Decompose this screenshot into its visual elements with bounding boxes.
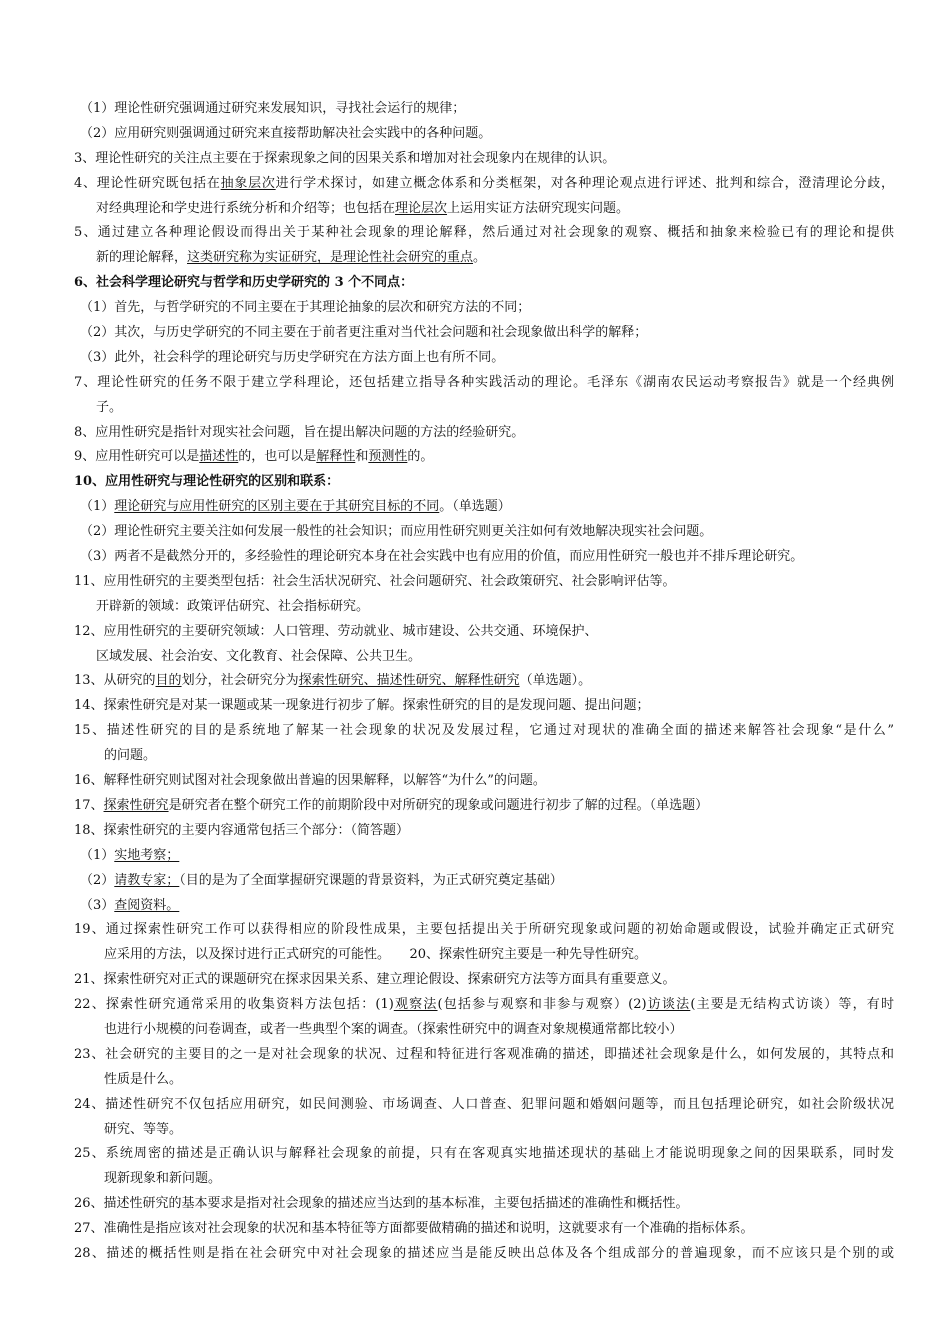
text-line — [74, 943, 894, 968]
text-span: 22、探索性研究通常采用的收集资料方法包括：(1) — [74, 997, 394, 1013]
text-span: 开辟新的领域：政策评估研究、社会指标研究。 — [96, 598, 370, 614]
text-span: 和 — [355, 449, 369, 465]
text-line — [74, 620, 894, 645]
text-span: 7、理论性研究的任务不限于建立学科理论，还包括建立指导各种实践活动的理论。毛泽东《湖南农民运动考察报告》就是一个经典例 — [74, 374, 894, 390]
text-span: 区域发展、社会治安、文化教育、社会保障、公共卫生。 — [96, 648, 422, 664]
text-line — [74, 744, 894, 769]
text-span: 性质是什么。 — [104, 1071, 183, 1087]
text-span: 划分，社会研究分为 — [181, 673, 299, 689]
text-span: 26、描述性研究的基本要求是指对社会现象的描述应当达到的基本标准，主要包括描述的准确性和概括性。 — [74, 1196, 689, 1212]
text-line — [74, 371, 894, 396]
section-heading — [74, 470, 894, 495]
text-span: 对经典理论和学史进行系统分析和介绍等；也包括在 — [96, 200, 396, 216]
underlined-text: 解释性 — [316, 449, 356, 465]
text-span: 也进行小规模的问卷调查，或者一些典型个案的调查。（探索性研究中的调查对象规模通常都比较小） — [104, 1021, 683, 1037]
underlined-text: 请教专家； — [114, 872, 180, 888]
text-line — [74, 1192, 894, 1217]
text-span: 的问题。 — [104, 748, 157, 764]
text-span: 17、 — [74, 797, 104, 813]
text-line — [74, 869, 894, 894]
text-span: 25、系统周密的描述是正确认识与解释社会现象的前提，只有在客观真实地描述现状的基础上才能说明现象之间的因果联系，同时发 — [74, 1146, 894, 1162]
underlined-text: 抽象层次 — [220, 175, 276, 191]
text-line — [74, 221, 894, 246]
text-line — [74, 1043, 894, 1068]
text-span: （单选题）。 — [519, 673, 592, 689]
text-span: （2） — [80, 872, 115, 888]
text-span: 3、理论性研究的关注点主要在于探索现象之间的因果关系和增加对社会现象内在规律的认识。 — [74, 150, 616, 166]
text-line — [74, 396, 894, 421]
underlined-text: 查阅资料。 — [114, 897, 180, 913]
text-line — [74, 1167, 894, 1192]
text-span: 上运用实证方法研究现实问题。 — [447, 200, 630, 216]
text-line — [74, 421, 894, 446]
underlined-text: 探索性研究 — [103, 797, 169, 813]
text-line — [74, 645, 894, 670]
text-span: 的。 — [407, 449, 434, 465]
text-span: 16、解释性研究则试图对社会现象做出普遍的因果解释，以解答“为什么”的问题。 — [74, 773, 546, 789]
underlined-text: 描述性 — [199, 449, 239, 465]
text-span: (主要是无结构式访谈）等，有时 — [690, 997, 894, 1013]
text-span: 进行学术探讨，如建立概念体系和分类框架，对各种理论观点进行评述、批判和综合，澄清理论分歧， — [275, 175, 894, 191]
text-line — [74, 819, 894, 844]
text-line — [74, 246, 894, 271]
text-line — [74, 1118, 894, 1143]
underlined-text: 观察法 — [393, 997, 438, 1013]
text-line — [74, 570, 894, 595]
text-line — [74, 1068, 894, 1093]
text-span: （3） — [80, 897, 115, 913]
text-line — [74, 495, 894, 520]
text-line — [74, 1018, 894, 1043]
text-line — [74, 321, 894, 346]
text-line — [74, 147, 894, 172]
text-span: （3）两者不是截然分开的，多经验性的理论研究本身在社会实践中也有应用的价值，而应用性研究一般也并不排斥理论研究。 — [80, 549, 804, 565]
text-line — [74, 719, 894, 744]
text-span: 27、准确性是指应该对社会现象的状况和基本特征等方面都要做精确的描述和说明，这就要求有一个准确的指标体系。 — [74, 1221, 754, 1237]
text-line — [74, 968, 894, 993]
text-span: 应采用的方法，以及探讨进行正式研究的可能性。 20、探索性研究主要是一种先导性研究。 — [104, 947, 648, 963]
text-span: 4、理论性研究既包括在 — [74, 175, 221, 191]
text-span: 19、通过探索性研究工作可以获得相应的阶段性成果，主要包括提出关于所研究现象或问题的初始命题或假设，试验并确定正式研究 — [74, 922, 894, 938]
text-span: （目的是为了全面掌握研究课题的背景资料，为正式研究奠定基础） — [179, 872, 563, 888]
text-line — [74, 172, 894, 197]
text-span: 新的理论解释， — [96, 250, 188, 266]
text-span: 的，也可以是 — [238, 449, 317, 465]
text-span: 5、通过建立各种理论假设而得出关于某种社会现象的理论解释，然后通过对社会现象的观察、概括和抽象来检验已有的理论和提供 — [74, 225, 894, 241]
text-span: 10、应用性研究与理论性研究的区别和联系： — [74, 474, 340, 490]
text-span: （2）应用研究则强调通过研究来直接帮助解决社会实践中的各种问题。 — [80, 125, 492, 141]
text-span: （1）理论性研究强调通过研究来发展知识，寻找社会运行的规律； — [80, 101, 466, 116]
text-span: 子。 — [96, 399, 123, 415]
text-span: 14、探索性研究是对某一课题或某一现象进行初步了解。探索性研究的目的是发现问题、提出问题； — [74, 698, 650, 714]
text-span: （2）其次，与历史学研究的不同主要在于前者更注重对当代社会问题和社会现象做出科学的解释； — [80, 325, 648, 341]
text-span: 8、应用性研究是指针对现实社会问题，旨在提出解决问题的方法的经验研究。 — [74, 424, 525, 440]
text-line — [74, 669, 894, 694]
text-line — [74, 694, 894, 719]
text-line — [74, 545, 894, 570]
text-span: 13、从研究的 — [74, 673, 156, 689]
text-line — [74, 1217, 894, 1242]
text-span: 28、描述的概括性则是指在社会研究中对社会现象的描述应当是能反映出总体及各个组成部分的普遍现象，而不应该只是个别的或 — [74, 1245, 894, 1261]
underlined-text: 目的 — [155, 673, 182, 689]
text-line — [74, 520, 894, 545]
text-span: 12、应用性研究的主要研究领域：人口管理、劳动就业、城市建设、公共交通、环境保护、 — [74, 623, 598, 639]
text-span: 9、应用性研究可以是 — [74, 449, 200, 465]
text-span: （2）理论性研究主要关注如何发展一般性的社会知识；而应用性研究则更关注如何有效地解决现实社会问题。 — [80, 524, 713, 540]
section-heading — [74, 271, 894, 296]
text-span: 21、探索性研究对正式的课题研究在探求因果关系、建立理论假设、探索研究方法等方面具有重要意义。 — [74, 972, 676, 988]
text-line — [74, 894, 894, 919]
text-span: （1）首先，与哲学研究的不同主要在于其理论抽象的层次和研究方法的不同； — [80, 300, 531, 316]
text-line — [74, 1242, 894, 1267]
text-line — [74, 769, 894, 794]
underlined-text: 理论层次 — [395, 200, 448, 216]
text-line — [74, 197, 894, 222]
text-span: 23、社会研究的主要目的之一是对社会现象的状况、过程和特征进行客观准确的描述，即描述社会现象是什么，如何发展的，其特点和 — [74, 1046, 894, 1062]
text-span: 现新现象和新问题。 — [104, 1171, 222, 1187]
underlined-text: 这类研究称为实证研究，是理论性社会研究的重点 — [187, 250, 474, 266]
text-span: 是研究者在整个研究工作的前期阶段中对所研究的现象或问题进行初步了解的过程。（单选题） — [168, 797, 709, 813]
text-line — [74, 1142, 894, 1167]
text-span: 。（单选题） — [439, 499, 511, 515]
text-line — [74, 794, 894, 819]
text-span: 15、描述性研究的目的是系统地了解某一社会现象的状况及发展过程，它通过对现状的准确全面的描述来解答社会现象“是什么” — [74, 723, 894, 739]
text-line — [74, 122, 894, 147]
text-line — [74, 445, 894, 470]
text-line — [74, 993, 894, 1018]
underlined-text: 预测性 — [368, 449, 408, 465]
text-line — [74, 918, 894, 943]
text-span: （3）此外，社会科学的理论研究与历史学研究在方法方面上也有所不同。 — [80, 349, 505, 365]
underlined-text: 理论研究与应用性研究的区别主要在于其研究目标的不同 — [114, 499, 440, 515]
text-span: 研究、等等。 — [104, 1121, 183, 1137]
text-span: (包括参与观察和非参与观察）(2) — [437, 997, 647, 1013]
text-line — [74, 296, 894, 321]
underlined-text: 访谈法 — [646, 997, 691, 1013]
text-line — [74, 97, 894, 122]
text-span: 6、社会科学理论研究与哲学和历史学研究的 3 个不同点： — [74, 275, 414, 291]
text-span: （1） — [80, 499, 115, 515]
text-line — [74, 844, 894, 869]
text-line — [74, 595, 894, 620]
underlined-text: 实地考察； — [114, 847, 180, 863]
text-span: 11、应用性研究的主要类型包括：社会生活状况研究、社会问题研究、社会政策研究、社会影响评估等。 — [74, 573, 676, 589]
underlined-text: 探索性研究、描述性研究、解释性研究 — [298, 673, 520, 689]
text-span: 24、描述性研究不仅包括应用研究，如民间测验、市场调查、人口普查、犯罪问题和婚姻问题等，而且包括理论研究，如社会阶级状况 — [74, 1096, 894, 1112]
text-span: （1） — [80, 847, 115, 863]
text-span: 18、探索性研究的主要内容通常包括三个部分：（简答题） — [74, 822, 410, 838]
text-span: 。 — [473, 250, 487, 266]
text-line — [74, 346, 894, 371]
text-line — [74, 1093, 894, 1118]
